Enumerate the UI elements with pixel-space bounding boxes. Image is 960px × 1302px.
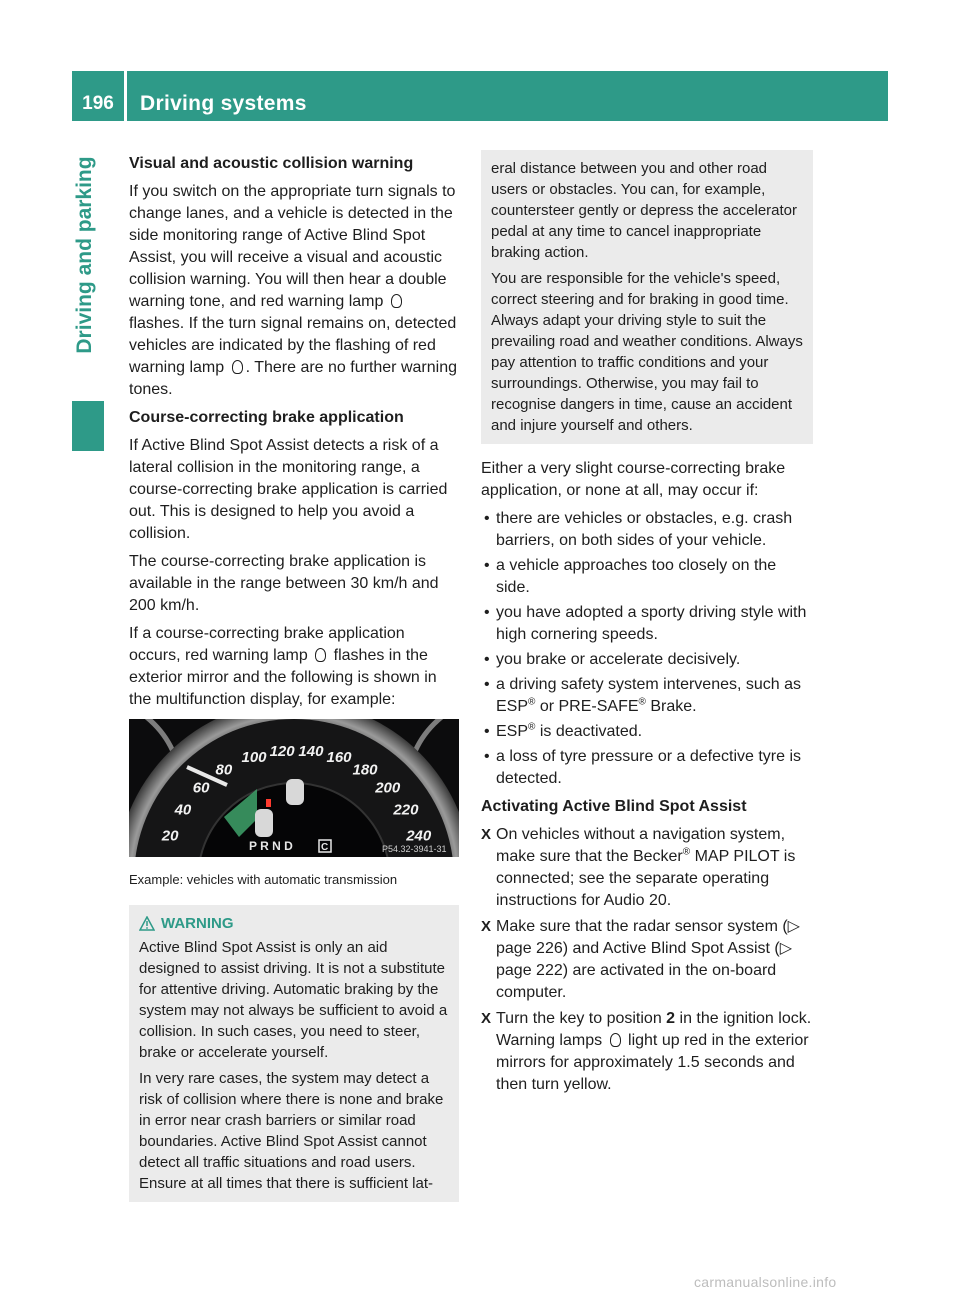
warning-lamp-icon [391, 294, 402, 308]
text: . There are no further warning tones. [129, 359, 457, 398]
step-marker-icon: X [481, 1010, 492, 1027]
heading-activating: Activating Active Blind Spot Assist [481, 798, 747, 815]
page-ref-arrow-icon: ▷ [779, 940, 793, 957]
right-column [481, 158, 813, 1100]
warning-lamp-icon [315, 648, 326, 662]
speedo-number: 200 [375, 779, 401, 797]
list-item: • ESP® is deactivated. [481, 721, 813, 743]
warning-heading [139, 913, 449, 934]
speedo-number: 160 [326, 749, 352, 767]
speedo-number: 60 [192, 779, 210, 797]
list-item: • you brake or accelerate decisively. [481, 649, 813, 671]
condition-list [481, 508, 813, 790]
instruction-step: X Turn the key to position 2 in the ignition lock. Warning lamps light up red in the exterior mirrors for approximately 1.5 seconds and then turn yellow. [481, 1010, 812, 1093]
instrument-cluster-image [129, 719, 459, 857]
instruction-step: X Make sure that the radar sensor system (▷ page 226) and Active Blind Spot Assist (▷ page 222) are activated in the on-board computer. [481, 918, 800, 1001]
header-divider [124, 71, 127, 121]
paragraph: Either a very slight course-correcting brake application, or none at all, may occur if: [481, 460, 786, 499]
image-caption: Example: vehicles with automatic transmission [129, 872, 398, 887]
warning-paragraph: eral distance between you and other road users or obstacles. You can, for example, countersteer gently or depress the accelerator pedal at any time to cancel inappropriate braking action. [491, 160, 797, 261]
step-marker-icon: X [481, 918, 492, 935]
left-column [129, 153, 459, 1202]
warning-box-continued [481, 150, 813, 444]
list-item: • a driving safety system intervenes, such as ESP® or PRE-SAFE® Brake. [481, 674, 813, 718]
speedo-number: 180 [352, 761, 378, 779]
page-ref-arrow-icon: ▷ [787, 918, 800, 935]
speedo-number: 40 [174, 801, 192, 819]
speedo-number: 20 [161, 827, 179, 845]
speedo-number: 120 [269, 742, 295, 760]
warning-box [129, 905, 459, 1202]
warning-lamp-icon [232, 360, 243, 374]
gear-indicator: P R N D [249, 839, 293, 853]
paragraph: The course-correcting brake application is available in the range between 30 km/h and 200 km/h. [129, 553, 439, 614]
text: flashes in the exterior mirror and the following is shown in the multifunction display, for example: [129, 647, 437, 708]
warning-triangle-icon [139, 916, 155, 931]
speedo-number: 240 [406, 827, 432, 845]
instruction-step: X On vehicles without a navigation system, make sure that the Becker® MAP PILOT is connected; see the separate operating instructions for Audio 20. [481, 826, 796, 909]
text: flashes. If the turn signal remains on, detected vehicles are indicated by the flashing of red warning lamp [129, 315, 457, 376]
watermark: carmanualsonline.info [694, 1274, 837, 1290]
warning-paragraph: Active Blind Spot Assist is only an aid designed to assist driving. It is not a substitute for attentive driving. Automatic braking by the system may not always be sufficient to avoid a collision. In such cases, you need to steer, brake or accelerate yourself. [139, 939, 448, 1061]
warning-lamp-icon [610, 1033, 621, 1047]
text: If a course-correcting brake application occurs, red warning lamp [129, 625, 405, 664]
warning-paragraph: You are responsible for the vehicle's speed, correct steering and for braking in good time. Always adapt your driving style to suit the prevailing road and weather conditions. Always pay attention to traffic conditions and your surroundings. Otherwise, you may fail to recognise dangers in time, cause an accident and injure yourself and others. [491, 270, 803, 434]
warning-paragraph: In very rare cases, the system may detect a risk of collision where there is none and brake in error near crash barriers or similar road boundaries. Active Blind Spot Assist cannot detect all traffic situations and road users. Ensure at all times that there is sufficient lat- [139, 1070, 444, 1192]
list-item: • you have adopted a sporty driving style with high cornering speeds. [481, 602, 813, 646]
speedo-number: 220 [393, 801, 419, 819]
paragraph: If Active Blind Spot Assist detects a risk of a lateral collision in the monitoring range, a course-correcting brake application is carried out. This is designed to help you avoid a collision. [129, 437, 448, 542]
section-tab-marker [72, 401, 104, 451]
paragraph [129, 623, 459, 711]
speedo-number: 80 [215, 761, 233, 779]
gear-mode-box: C [321, 842, 329, 853]
heading-visual-warning: Visual and acoustic collision warning [129, 155, 414, 172]
paragraph [129, 181, 459, 401]
list-item: • a vehicle approaches too closely on the side. [481, 555, 813, 599]
section-tab-label: Driving and parking [73, 156, 96, 354]
list-item: • there are vehicles or obstacles, e.g. crash barriers, on both sides of your vehicle. [481, 508, 813, 552]
speedo-number: 140 [298, 742, 324, 760]
heading-brake-application: Course-correcting brake application [129, 409, 404, 426]
list-item: • a loss of tyre pressure or a defective tyre is detected. [481, 746, 813, 790]
image-code: P54.32-3941-31 [382, 844, 447, 854]
step-marker-icon: X [481, 826, 492, 843]
page-number: 196 [82, 93, 114, 114]
warning-title: WARNING [161, 915, 234, 932]
speedometer-illustration [129, 719, 459, 857]
text: If you switch on the appropriate turn signals to change lanes, and a vehicle is detected in the side monitoring range of Active Blind Spot Assist, you will receive a visual and acoustic collision warning. You will then hear a double warning tone, and red warning lamp [129, 183, 456, 310]
page-title: Driving systems [140, 92, 307, 115]
speedo-number: 100 [241, 749, 267, 767]
